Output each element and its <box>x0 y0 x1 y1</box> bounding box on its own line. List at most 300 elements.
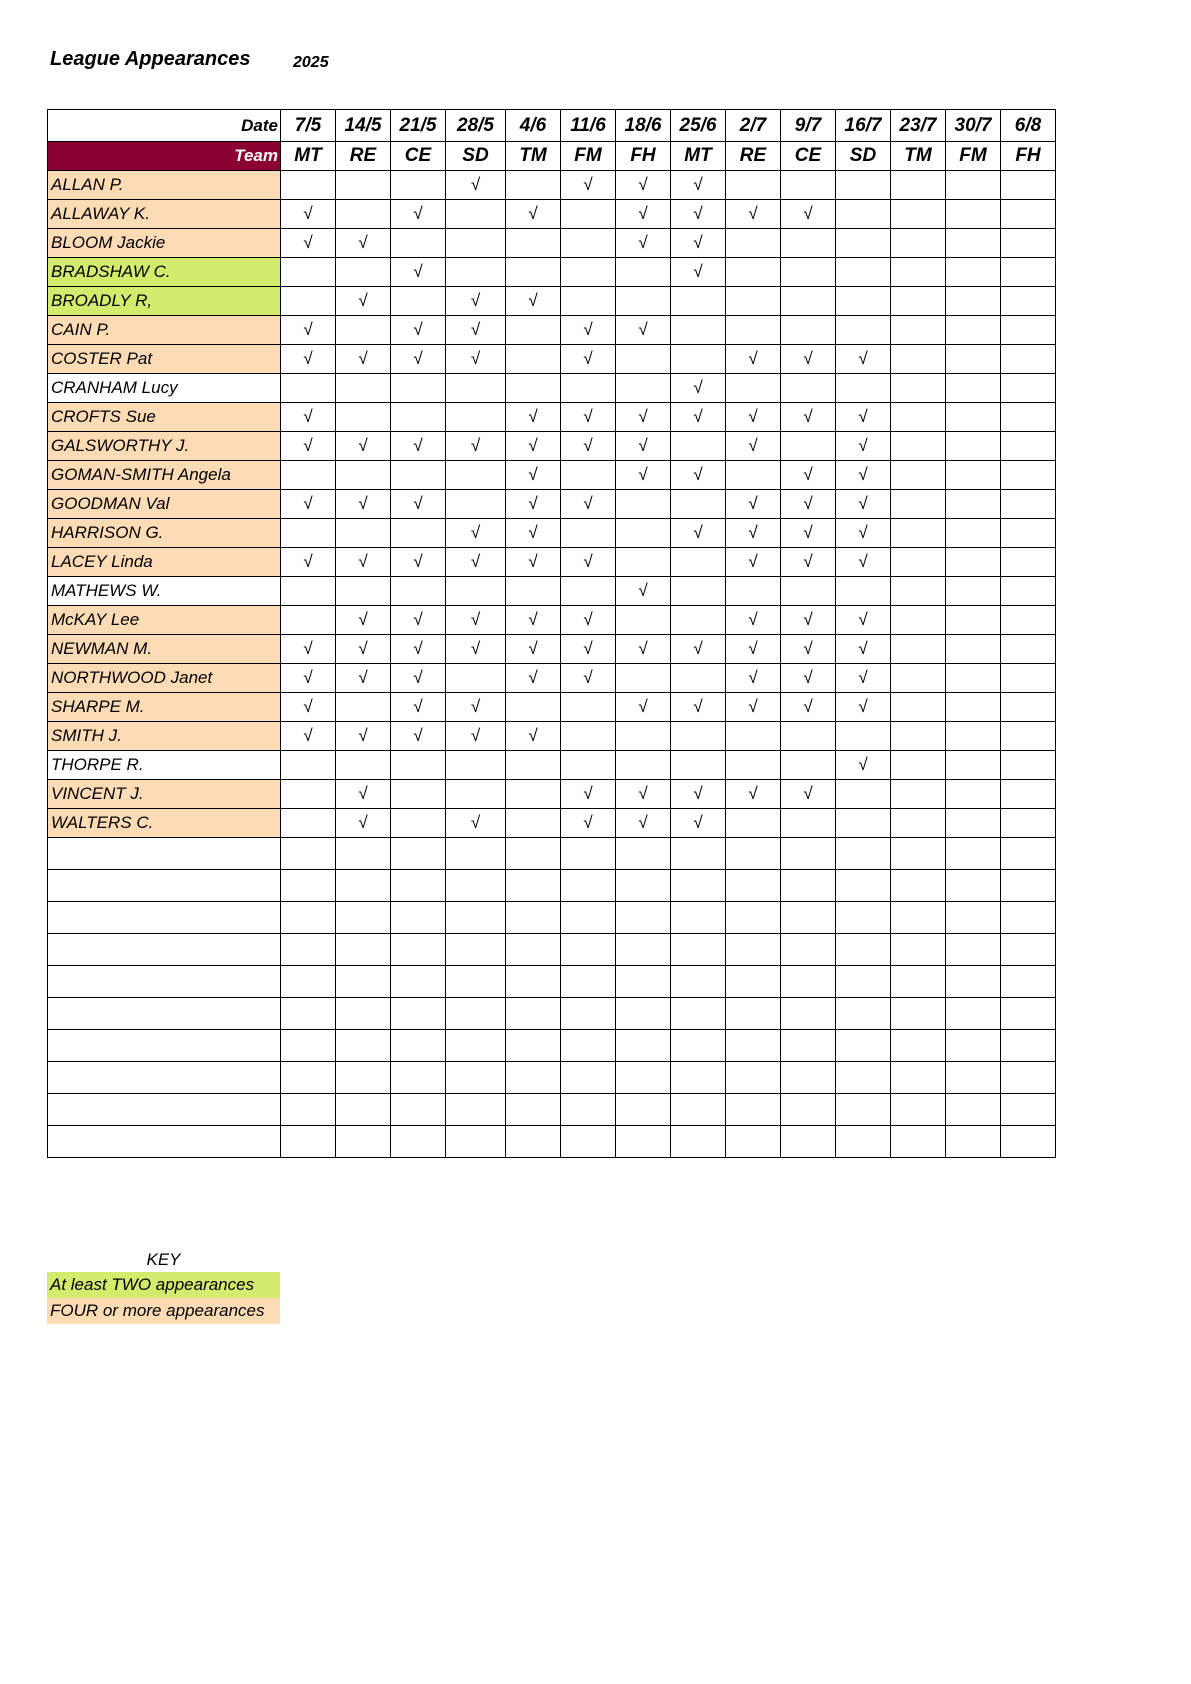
appearance-cell <box>891 461 946 490</box>
date-header-cell: 28/5 <box>446 110 506 142</box>
appearance-cell <box>946 200 1001 229</box>
player-name: LACEY Linda <box>48 548 281 577</box>
empty-cell <box>891 1126 946 1158</box>
player-name: SHARPE M. <box>48 693 281 722</box>
empty-cell <box>1001 870 1056 902</box>
empty-cell <box>391 870 446 902</box>
appearance-cell <box>616 751 671 780</box>
appearance-check: √ <box>616 780 671 809</box>
appearance-cell <box>836 287 891 316</box>
empty-cell <box>336 966 391 998</box>
appearance-cell <box>336 693 391 722</box>
appearance-check: √ <box>336 490 391 519</box>
player-row <box>48 374 1056 403</box>
appearance-check: √ <box>281 403 336 432</box>
appearance-cell <box>726 287 781 316</box>
date-header-cell: 18/6 <box>616 110 671 142</box>
empty-row <box>48 902 1056 934</box>
appearance-check: √ <box>446 635 506 664</box>
empty-cell <box>1001 838 1056 870</box>
appearance-check: √ <box>506 490 561 519</box>
empty-cell <box>561 1126 616 1158</box>
empty-cell <box>281 1030 336 1062</box>
appearance-cell <box>616 519 671 548</box>
appearance-check: √ <box>506 403 561 432</box>
empty-row <box>48 870 1056 902</box>
appearance-check: √ <box>836 461 891 490</box>
appearance-cell <box>336 316 391 345</box>
appearance-cell <box>281 751 336 780</box>
empty-cell <box>946 1062 1001 1094</box>
empty-cell <box>281 1062 336 1094</box>
appearance-cell <box>506 577 561 606</box>
empty-cell <box>1001 934 1056 966</box>
appearance-cell <box>671 722 726 751</box>
appearance-cell <box>281 780 336 809</box>
empty-cell <box>726 1030 781 1062</box>
empty-cell <box>836 1126 891 1158</box>
appearance-check: √ <box>561 606 616 635</box>
appearance-check: √ <box>561 664 616 693</box>
appearance-check: √ <box>561 548 616 577</box>
appearance-cell <box>946 229 1001 258</box>
appearance-cell <box>671 577 726 606</box>
empty-cell <box>616 1030 671 1062</box>
appearance-check: √ <box>506 548 561 577</box>
appearance-cell <box>946 635 1001 664</box>
empty-cell <box>1001 1030 1056 1062</box>
empty-cell <box>336 870 391 902</box>
appearance-cell <box>726 258 781 287</box>
team-header-cell: SD <box>446 142 506 171</box>
appearance-cell <box>561 229 616 258</box>
date-label: Date <box>48 110 281 142</box>
appearance-cell <box>671 316 726 345</box>
empty-cell <box>726 1062 781 1094</box>
player-row <box>48 258 1056 287</box>
date-header-cell: 4/6 <box>506 110 561 142</box>
empty-cell <box>281 838 336 870</box>
empty-cell <box>1001 902 1056 934</box>
empty-cell <box>281 870 336 902</box>
team-label: Team <box>48 142 281 171</box>
appearance-check: √ <box>726 490 781 519</box>
appearance-check: √ <box>561 316 616 345</box>
appearance-cell <box>446 200 506 229</box>
appearance-cell <box>946 751 1001 780</box>
team-header-cell: TM <box>506 142 561 171</box>
appearance-cell <box>561 200 616 229</box>
appearance-cell <box>671 345 726 374</box>
appearance-cell <box>726 577 781 606</box>
appearance-check: √ <box>446 287 506 316</box>
appearance-cell <box>391 780 446 809</box>
player-row <box>48 519 1056 548</box>
empty-cell <box>506 902 561 934</box>
team-header-cell: MT <box>671 142 726 171</box>
empty-cell <box>506 838 561 870</box>
appearance-check: √ <box>561 780 616 809</box>
empty-cell <box>946 1030 1001 1062</box>
appearance-check: √ <box>726 693 781 722</box>
appearance-cell <box>946 548 1001 577</box>
appearance-cell <box>391 519 446 548</box>
empty-cell <box>446 1030 506 1062</box>
appearance-cell <box>616 548 671 577</box>
appearance-cell <box>446 751 506 780</box>
appearance-check: √ <box>391 316 446 345</box>
player-row <box>48 693 1056 722</box>
appearance-check: √ <box>781 606 836 635</box>
team-header-cell: CE <box>391 142 446 171</box>
appearance-check: √ <box>671 693 726 722</box>
appearance-cell <box>446 780 506 809</box>
appearance-cell <box>336 577 391 606</box>
appearance-cell <box>391 577 446 606</box>
empty-cell <box>726 1126 781 1158</box>
appearance-check: √ <box>391 432 446 461</box>
date-header-cell: 11/6 <box>561 110 616 142</box>
appearance-cell <box>446 374 506 403</box>
appearance-cell <box>561 461 616 490</box>
appearance-cell <box>1001 316 1056 345</box>
empty-cell <box>781 966 836 998</box>
empty-cell <box>506 1126 561 1158</box>
appearance-check: √ <box>336 432 391 461</box>
appearance-cell <box>946 258 1001 287</box>
appearance-check: √ <box>781 461 836 490</box>
appearance-check: √ <box>726 403 781 432</box>
appearance-check: √ <box>726 200 781 229</box>
team-header-cell: FM <box>561 142 616 171</box>
team-header-cell: FM <box>946 142 1001 171</box>
appearance-check: √ <box>506 722 561 751</box>
empty-cell <box>506 934 561 966</box>
appearance-cell <box>616 722 671 751</box>
empty-row <box>48 1030 1056 1062</box>
empty-name-cell <box>48 902 281 934</box>
empty-cell <box>446 1126 506 1158</box>
appearance-check: √ <box>616 403 671 432</box>
empty-cell <box>836 1062 891 1094</box>
player-row <box>48 229 1056 258</box>
appearance-check: √ <box>836 751 891 780</box>
empty-row <box>48 1094 1056 1126</box>
appearance-cell <box>561 577 616 606</box>
appearance-check: √ <box>781 519 836 548</box>
appearance-check: √ <box>616 635 671 664</box>
appearance-cell <box>891 374 946 403</box>
season-year: 2025 <box>293 54 329 71</box>
appearance-check: √ <box>836 519 891 548</box>
empty-cell <box>616 902 671 934</box>
appearance-cell <box>1001 548 1056 577</box>
appearance-cell <box>781 374 836 403</box>
player-name: GALSWORTHY J. <box>48 432 281 461</box>
appearance-cell <box>281 258 336 287</box>
empty-cell <box>446 934 506 966</box>
appearance-cell <box>946 577 1001 606</box>
empty-cell <box>336 1094 391 1126</box>
empty-cell <box>391 1062 446 1094</box>
appearance-cell <box>781 229 836 258</box>
appearance-cell <box>946 432 1001 461</box>
player-name: GOODMAN Val <box>48 490 281 519</box>
appearance-cell <box>671 548 726 577</box>
appearance-check: √ <box>336 345 391 374</box>
empty-row <box>48 838 1056 870</box>
player-row <box>48 809 1056 838</box>
appearance-cell <box>391 287 446 316</box>
appearance-check: √ <box>336 780 391 809</box>
empty-cell <box>616 966 671 998</box>
empty-cell <box>946 966 1001 998</box>
empty-cell <box>506 1030 561 1062</box>
appearance-cell <box>506 345 561 374</box>
empty-cell <box>671 998 726 1030</box>
appearance-check: √ <box>281 722 336 751</box>
appearance-check: √ <box>506 200 561 229</box>
appearance-check: √ <box>781 664 836 693</box>
appearance-cell <box>391 229 446 258</box>
empty-cell <box>336 1062 391 1094</box>
appearance-cell <box>891 664 946 693</box>
appearance-cell <box>561 258 616 287</box>
appearance-cell <box>781 722 836 751</box>
appearance-cell <box>891 171 946 200</box>
appearance-cell <box>616 606 671 635</box>
empty-cell <box>671 966 726 998</box>
empty-cell <box>726 1094 781 1126</box>
empty-cell <box>671 902 726 934</box>
empty-cell <box>336 838 391 870</box>
player-name: VINCENT J. <box>48 780 281 809</box>
empty-cell <box>446 902 506 934</box>
appearance-cell <box>836 374 891 403</box>
appearance-cell <box>1001 374 1056 403</box>
empty-cell <box>781 870 836 902</box>
empty-cell <box>506 870 561 902</box>
player-name: MATHEWS W. <box>48 577 281 606</box>
empty-cell <box>946 902 1001 934</box>
empty-cell <box>506 1062 561 1094</box>
appearance-cell <box>891 258 946 287</box>
appearance-cell <box>836 722 891 751</box>
team-header-cell: CE <box>781 142 836 171</box>
empty-row <box>48 1062 1056 1094</box>
player-row <box>48 635 1056 664</box>
appearance-check: √ <box>391 345 446 374</box>
appearance-cell <box>1001 345 1056 374</box>
appearance-check: √ <box>836 606 891 635</box>
empty-cell <box>836 1094 891 1126</box>
appearance-check: √ <box>281 548 336 577</box>
appearance-cell <box>446 490 506 519</box>
appearance-cell <box>446 258 506 287</box>
appearance-cell <box>946 664 1001 693</box>
empty-cell <box>391 934 446 966</box>
empty-cell <box>726 870 781 902</box>
appearance-check: √ <box>726 548 781 577</box>
appearance-cell <box>616 258 671 287</box>
player-row <box>48 664 1056 693</box>
appearance-cell <box>946 809 1001 838</box>
appearance-check: √ <box>391 722 446 751</box>
appearance-check: √ <box>671 200 726 229</box>
empty-cell <box>781 902 836 934</box>
appearance-cell <box>836 171 891 200</box>
player-name: SMITH J. <box>48 722 281 751</box>
appearance-cell <box>836 229 891 258</box>
appearance-check: √ <box>671 519 726 548</box>
appearance-check: √ <box>726 635 781 664</box>
appearance-check: √ <box>336 548 391 577</box>
appearance-check: √ <box>506 287 561 316</box>
empty-cell <box>446 1062 506 1094</box>
appearance-check: √ <box>446 722 506 751</box>
appearance-cell <box>561 751 616 780</box>
appearance-cell <box>281 577 336 606</box>
appearance-check: √ <box>281 432 336 461</box>
team-header-cell: TM <box>891 142 946 171</box>
appearance-cell <box>1001 722 1056 751</box>
date-header-cell: 6/8 <box>1001 110 1056 142</box>
appearance-cell <box>836 577 891 606</box>
appearance-check: √ <box>836 693 891 722</box>
team-header-row <box>48 142 1056 171</box>
appearance-cell <box>891 751 946 780</box>
appearance-cell <box>891 403 946 432</box>
appearance-cell <box>281 461 336 490</box>
empty-cell <box>891 1094 946 1126</box>
appearance-check: √ <box>671 171 726 200</box>
empty-cell <box>781 1126 836 1158</box>
team-header-cell: FH <box>1001 142 1056 171</box>
empty-cell <box>671 1030 726 1062</box>
player-row <box>48 490 1056 519</box>
appearance-cell <box>836 200 891 229</box>
appearance-cell <box>616 664 671 693</box>
date-header-cell: 21/5 <box>391 110 446 142</box>
empty-name-cell <box>48 934 281 966</box>
player-name: BRADSHAW C. <box>48 258 281 287</box>
appearance-cell <box>616 374 671 403</box>
appearance-cell <box>1001 635 1056 664</box>
appearance-cell <box>281 519 336 548</box>
player-row <box>48 200 1056 229</box>
appearance-check: √ <box>446 548 506 577</box>
empty-cell <box>946 838 1001 870</box>
appearance-check: √ <box>836 548 891 577</box>
appearance-check: √ <box>281 635 336 664</box>
appearance-cell <box>506 258 561 287</box>
player-name: HARRISON G. <box>48 519 281 548</box>
empty-cell <box>671 934 726 966</box>
player-name: NEWMAN M. <box>48 635 281 664</box>
appearance-cell <box>946 519 1001 548</box>
date-header-cell: 14/5 <box>336 110 391 142</box>
empty-cell <box>446 1094 506 1126</box>
appearance-check: √ <box>561 490 616 519</box>
date-header-cell: 30/7 <box>946 110 1001 142</box>
player-name: CRANHAM Lucy <box>48 374 281 403</box>
empty-cell <box>836 934 891 966</box>
empty-cell <box>281 934 336 966</box>
appearance-cell <box>671 664 726 693</box>
appearance-cell <box>891 780 946 809</box>
player-name: CAIN P. <box>48 316 281 345</box>
appearance-cell <box>1001 751 1056 780</box>
empty-cell <box>391 902 446 934</box>
appearance-cell <box>506 171 561 200</box>
appearance-cell <box>561 519 616 548</box>
appearance-cell <box>1001 229 1056 258</box>
appearance-check: √ <box>336 287 391 316</box>
empty-cell <box>561 966 616 998</box>
appearance-cell <box>1001 519 1056 548</box>
empty-cell <box>671 1094 726 1126</box>
empty-cell <box>836 1030 891 1062</box>
appearance-cell <box>1001 432 1056 461</box>
appearance-check: √ <box>561 403 616 432</box>
empty-name-cell <box>48 1062 281 1094</box>
empty-cell <box>281 1126 336 1158</box>
appearance-cell <box>726 229 781 258</box>
appearance-cell <box>336 751 391 780</box>
player-name: CROFTS Sue <box>48 403 281 432</box>
appearance-cell <box>781 316 836 345</box>
legend <box>47 1248 280 1324</box>
empty-cell <box>506 966 561 998</box>
appearance-check: √ <box>391 548 446 577</box>
empty-cell <box>1001 998 1056 1030</box>
empty-cell <box>726 998 781 1030</box>
appearance-check: √ <box>336 229 391 258</box>
appearance-check: √ <box>671 461 726 490</box>
empty-cell <box>891 902 946 934</box>
appearance-cell <box>616 287 671 316</box>
player-name: COSTER Pat <box>48 345 281 374</box>
empty-cell <box>781 934 836 966</box>
appearance-cell <box>391 461 446 490</box>
appearance-check: √ <box>781 403 836 432</box>
appearance-check: √ <box>616 577 671 606</box>
empty-cell <box>281 966 336 998</box>
appearance-cell <box>1001 693 1056 722</box>
empty-cell <box>336 1030 391 1062</box>
empty-cell <box>561 1062 616 1094</box>
empty-cell <box>391 998 446 1030</box>
appearance-check: √ <box>726 664 781 693</box>
appearance-cell <box>336 258 391 287</box>
appearance-cell <box>1001 200 1056 229</box>
empty-cell <box>281 998 336 1030</box>
appearance-cell <box>281 287 336 316</box>
appearance-check: √ <box>391 606 446 635</box>
empty-cell <box>836 998 891 1030</box>
appearance-check: √ <box>836 432 891 461</box>
empty-cell <box>561 838 616 870</box>
appearance-check: √ <box>616 432 671 461</box>
appearance-check: √ <box>336 664 391 693</box>
appearance-cell <box>946 780 1001 809</box>
appearance-check: √ <box>671 229 726 258</box>
empty-cell <box>1001 966 1056 998</box>
appearance-cell <box>506 780 561 809</box>
player-row <box>48 316 1056 345</box>
appearance-check: √ <box>281 345 336 374</box>
appearance-cell <box>1001 403 1056 432</box>
